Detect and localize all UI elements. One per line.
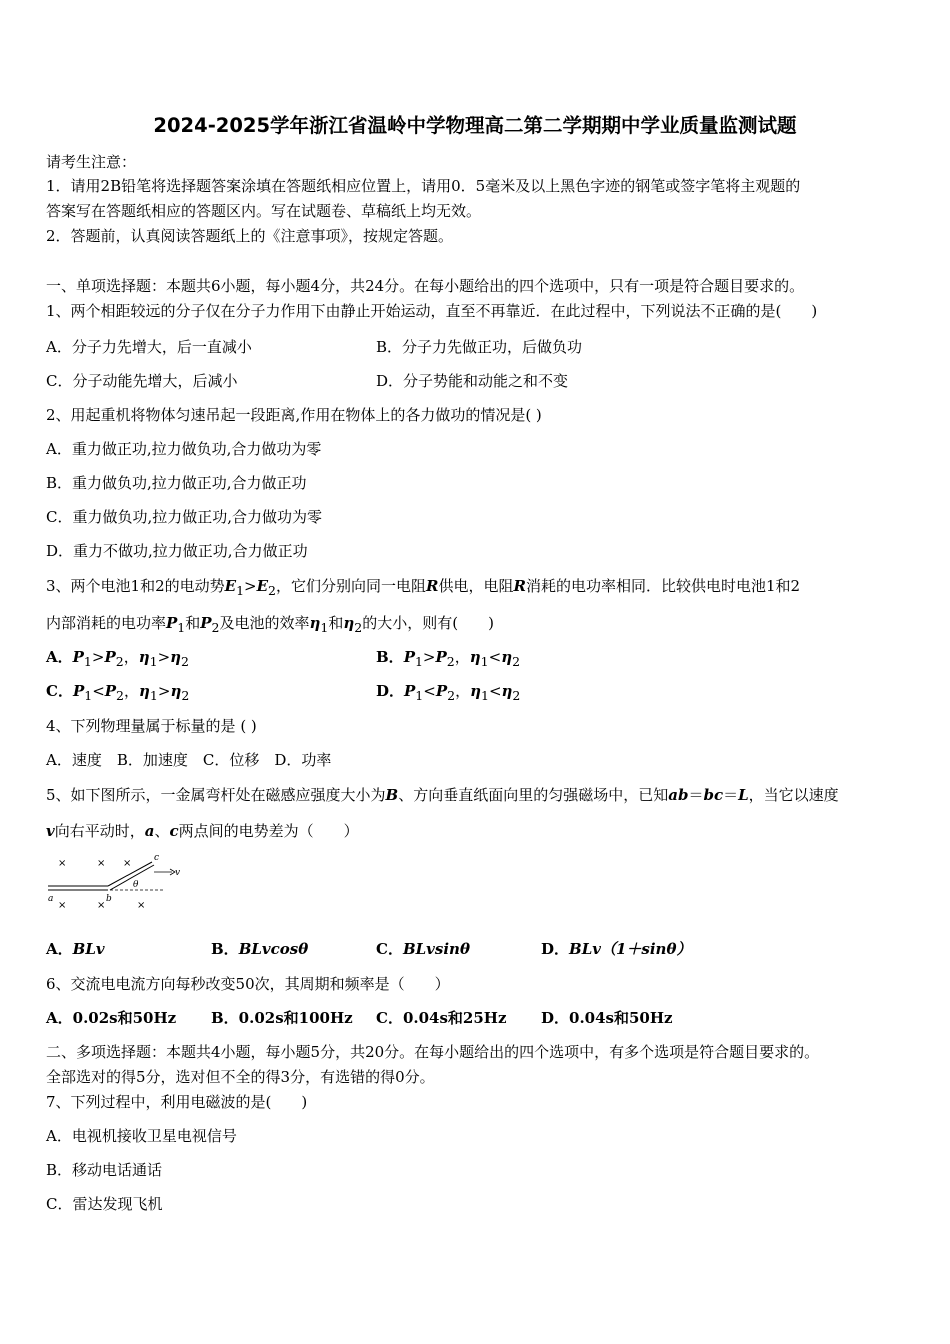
option-value: BLv（1＋sinθ）: [569, 940, 692, 958]
field-cross-mark: ×: [58, 858, 67, 869]
q2-option-d: D．重力不做功,拉力做正功,合力做正功: [46, 542, 308, 560]
option-label: A．: [46, 940, 73, 958]
q5-option-a: [46, 938, 105, 960]
q5-option-d: [541, 938, 691, 960]
label-b: b: [106, 894, 112, 904]
field-cross-mark: ×: [123, 858, 132, 869]
label-v: v: [175, 868, 181, 878]
q5-stem-text: 5、如下图所示，一金属弯杆处在磁感应强度大小为: [46, 786, 386, 804]
field-cross-mark: ×: [97, 858, 106, 869]
q5-stem-text: 、方向垂直纸面向里的匀强磁场中，已知: [398, 786, 669, 804]
q5-figure-bent-rod-diagram: [44, 852, 184, 914]
option-label: B．: [211, 940, 239, 958]
option-label: D．: [376, 682, 405, 700]
label-theta: θ: [133, 880, 139, 890]
option-label: B．: [376, 648, 404, 666]
label-c: c: [154, 853, 160, 863]
option-label: D．: [541, 940, 570, 958]
q3-option-b: B．$P_1>P_2$，$\eta_1<\eta_2$: [376, 648, 521, 669]
rod-segment-bc-edge: [110, 865, 154, 890]
q6-option-a: A．0.02s和50Hz: [46, 1009, 177, 1027]
option-value: BLvsinθ: [402, 940, 470, 958]
q5-stem-line-2: v向右平动时，a、c两点间的电势差为（ ）: [46, 822, 359, 840]
option-value: BLvcosθ: [238, 940, 309, 958]
q1-option-c: C．分子动能先增大，后减小: [46, 372, 238, 390]
q4-stem: 4、下列物理量属于标量的是 ( ): [46, 717, 257, 735]
section2-header-line-1: 二、多项选择题：本题共4小题，每小题5分，共20分。在每小题给出的四个选项中，有多个选项是符合题目要求的。: [46, 1043, 820, 1061]
q6-option-d: D．0.04s和50Hz: [541, 1009, 673, 1027]
q2-option-c: C．重力做负功,拉力做正功,合力做功为零: [46, 508, 323, 526]
q6-option-c: C．0.04s和25Hz: [376, 1009, 507, 1027]
q5-stem-text: ，当它以速度: [748, 786, 839, 804]
q5-stem-text: 、: [154, 822, 170, 840]
q3-stem-line-2: 内部消耗的电功率$P_1$和$P_2$及电池的效率$\eta_1$和$\eta_2$的大小，则有( ): [46, 614, 494, 635]
q3-stem-line-1: 3、两个电池1和2的电动势$E_1>E_2$，它们分别向同一电阻R供电，电阻R消耗的电功率相同．比较供电时电池1和2: [46, 577, 801, 598]
q2-stem: 2、用起重机将物体匀速吊起一段距离,作用在物体上的各力做功的情况是( ): [46, 406, 542, 424]
q3-stem-text: 及电池的效率: [219, 614, 310, 632]
q3-option-a: A．$P_1>P_2$，$\eta_1>\eta_2$: [46, 648, 189, 669]
section1-header: 一、单项选择题：本题共6小题，每小题4分，共24分。在每小题给出的四个选项中，只有一项是符合题目要求的。: [46, 277, 805, 295]
q5-stem-text: 两点间的电势差为（ ）: [178, 822, 359, 840]
q6-stem: 6、交流电电流方向每秒改变50次，其周期和频率是（ ）: [46, 975, 450, 993]
page-title: 2024-2025学年浙江省温岭中学物理高二第二学期期中学业质量监测试题: [153, 114, 797, 137]
q4-options: A．速度 B．加速度 C．位移 D．功率: [46, 751, 332, 769]
q7-stem: 7、下列过程中，利用电磁波的是( ): [46, 1093, 308, 1111]
q3-option-d: D．$P_1<P_2$，$\eta_1<\eta_2$: [376, 682, 521, 703]
q1-option-a: A．分子力先增大，后一直减小: [46, 338, 252, 356]
q7-option-c: C．雷达发现飞机: [46, 1195, 163, 1213]
q3-stem-text: 3、两个电池1和2的电动势: [46, 577, 225, 595]
q7-option-b: B．移动电话通话: [46, 1161, 163, 1179]
label-a: a: [48, 894, 54, 904]
q5-option-b: [211, 938, 308, 960]
option-label: C．: [376, 940, 403, 958]
q3-stem-text: 内部消耗的电功率: [46, 614, 167, 632]
q2-option-b: B．重力做负功,拉力做正功,合力做正功: [46, 474, 307, 492]
section2-header-line-2: 全部选对的得5分，选对但不全的得3分，有选错的得0分。: [46, 1068, 435, 1086]
q5-option-c: [376, 938, 470, 960]
q3-stem-text: 供电，电阻: [438, 577, 514, 595]
q6-option-b: B．0.02s和100Hz: [211, 1009, 353, 1027]
field-cross-mark: ×: [97, 900, 106, 911]
notice-header: 请考生注意：: [46, 153, 137, 171]
q1-option-b: B．分子力先做正功，后做负功: [376, 338, 583, 356]
q3-stem-text: 和: [328, 614, 344, 632]
q5-stem-line-1: 5、如下图所示，一金属弯杆处在磁感应强度大小为B、方向垂直纸面向里的匀强磁场中，已知ab＝bc＝L，当它以速度: [46, 786, 839, 804]
q3-stem-text: ，它们分别向同一电阻: [276, 577, 427, 595]
q2-option-a: A．重力做正功,拉力做负功,合力做功为零: [46, 440, 322, 458]
q1-option-d: D．分子势能和动能之和不变: [376, 372, 569, 390]
notice-line-1: 1．请用2B铅笔将选择题答案涂填在答题纸相应位置上，请用0．5毫米及以上黑色字迹的钢笔或签字笔将主观题的: [46, 177, 801, 195]
q3-stem-text: 的大小，则有( ): [362, 614, 494, 632]
q3-stem-text: 和: [185, 614, 201, 632]
field-cross-mark: ×: [58, 900, 67, 911]
notice-line-3: 2．答题前，认真阅读答题纸上的《注意事项》，按规定答题。: [46, 227, 454, 245]
option-label: A．: [46, 648, 73, 666]
field-cross-mark: ×: [137, 900, 146, 911]
q3-option-c: C．$P_1<P_2$，$\eta_1>\eta_2$: [46, 682, 190, 703]
q1-stem: 1、两个相距较远的分子仅在分子力作用下由静止开始运动，直至不再靠近．在此过程中，下列说法不正确的是( ): [46, 302, 818, 320]
q3-stem-text: 消耗的电功率相同．比较供电时电池1和2: [525, 577, 801, 595]
option-value: BLv: [72, 940, 105, 958]
notice-line-2: 答案写在答题纸相应的答题区内。写在试题卷、草稿纸上均无效。: [46, 202, 482, 220]
q7-option-a: A．电视机接收卫星电视信号: [46, 1127, 237, 1145]
option-label: C．: [46, 682, 73, 700]
q5-stem-text: 向右平动时，: [54, 822, 145, 840]
